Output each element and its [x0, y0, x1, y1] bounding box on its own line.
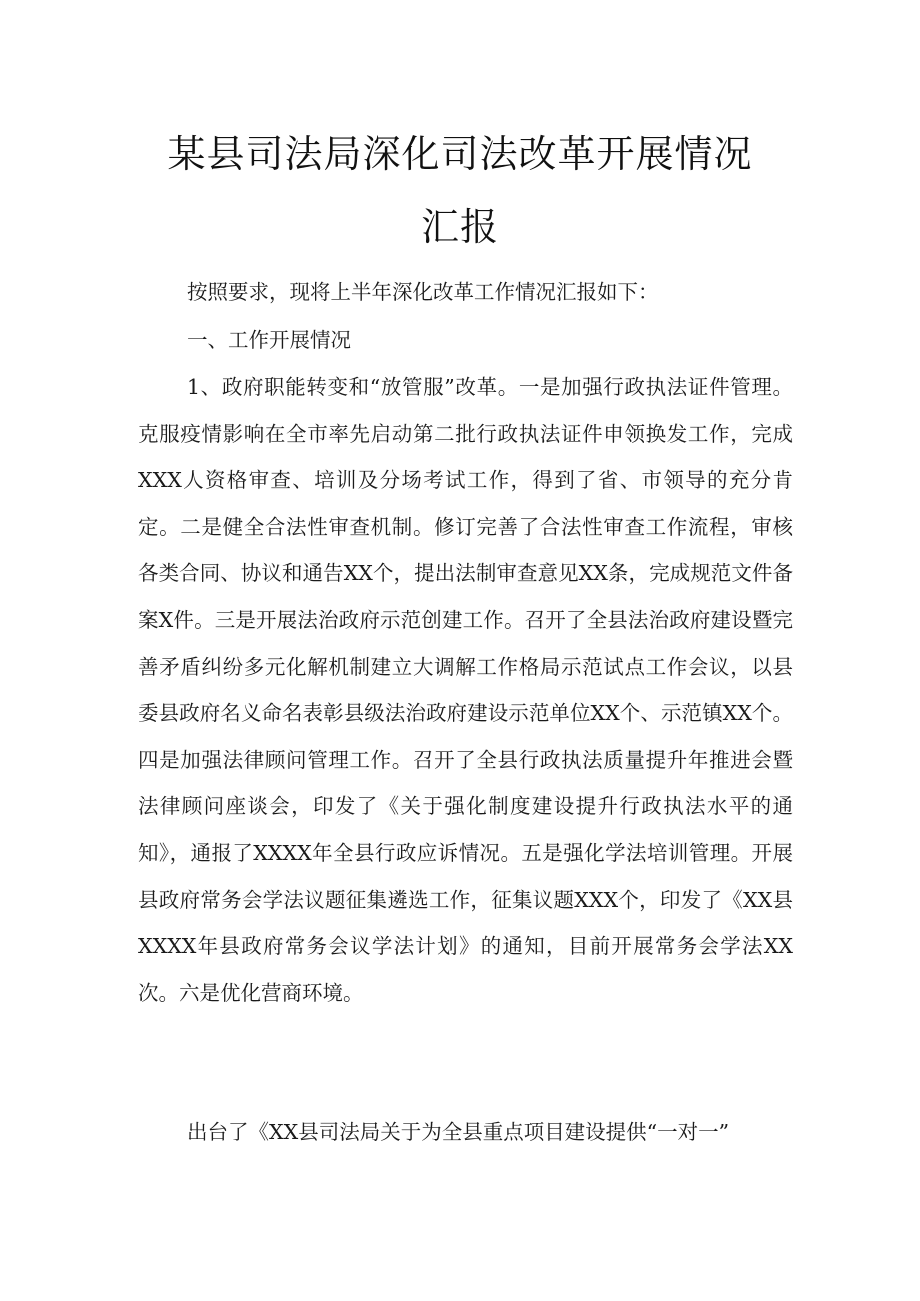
body-paragraph-1: 1、政府职能转变和“放管服”改革。一是加强行政执法证件管理。克服疫情影响在全市率先启动第二批行政执法证件申领换发工作，完成XXX人资格审查、培训及分场考试工作，得到了省、市领导的充分肯定。二是健全合法性审查机制。修订完善了合法性审查工作流程，审核各类合同、协议和通告XX个，提出法制审查意见XX条，完成规范文件备案X件。三是开展法治政府示范创建工作。召开了全县法治政府建设暨完善矛盾纠纷多元化解机制建立大调解工作格局示范试点工作会议，以县委县政府名义命名表彰县级法治政府建设示范单位XX个、示范镇XX个。四是加强法律顾问管理工作。召开了全县行政执法质量提升年推进会暨法律顾问座谈会，印发了《关于强化制度建设提升行政执法水平的通知》，通报了XXXX年全县行政应诉情况。五是强化学法培训管理。开展县政府常务会学法议题征集遴选工作，征集议题XXX个，印发了《XX县XXXX年县政府常务会议学法计划》的通知，目前开展常务会学法XX次。六是优化营商环境。	[138, 375, 793, 1005]
document-title-line-1: 某县司法局深化司法改革开展情况	[167, 132, 753, 176]
document-title-line-2: 汇报	[420, 205, 499, 249]
section-heading: 一、工作开展情况	[187, 328, 351, 352]
intro-paragraph: 按照要求，现将上半年深化改革工作情况汇报如下：	[187, 280, 659, 304]
body-paragraph-2: 出台了《XX县司法局关于为全县重点项目建设提供“一对一”	[187, 1120, 730, 1144]
